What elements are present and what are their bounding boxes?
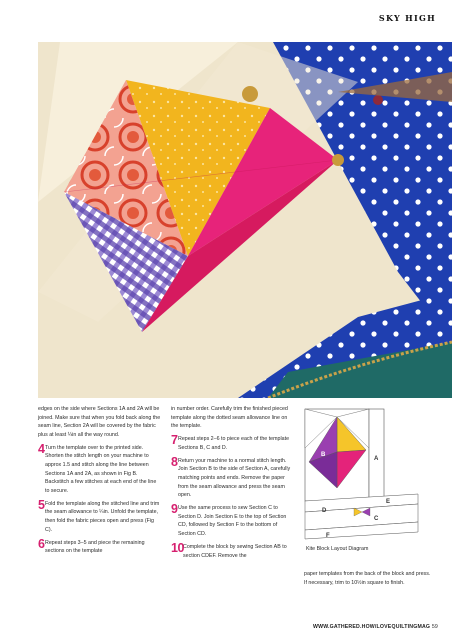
- step-text: Use the same process to sew Section C to Section D. Join Section E to the top of Section CD, followed by Section F to the bottom of Section CD.: [178, 505, 287, 538]
- step-text: Repeat steps 2–6 to piece each of the template Sections B, C and D.: [178, 436, 290, 451]
- diagram-caption: Kite Block Layout Diagram: [306, 546, 369, 552]
- step-5: [38, 497, 162, 534]
- diagram-label-e: E: [386, 499, 391, 505]
- step-number: 4: [38, 441, 45, 456]
- diagram-label-f: F: [326, 533, 330, 539]
- text-column-2: [171, 405, 293, 565]
- step-number: 6: [38, 536, 45, 551]
- paragraph: edges on the side where Sections 1A and 2A will be joined. Make sure that when you fold back along the seam line, Section 2A will be covered by the fabric plus at least ¼in all the way round.: [38, 406, 161, 438]
- step-text: Turn the template over to the printed side. Shorten the stitch length on your machine to approx 1.5 and stitch along the line between Sections 1A and 2A, as shown in Fig B. Backstitch a few stitches at each end of the line to secure.: [45, 444, 157, 494]
- paragraph: paper templates from the back of the block and press. If necessary, trim to 10½in square to finish.: [304, 571, 431, 586]
- diagram-label-d: D: [322, 508, 327, 514]
- step-4: [38, 441, 162, 495]
- step-8: [171, 454, 293, 500]
- step-number: 9: [171, 502, 178, 517]
- page-footer: [313, 624, 438, 630]
- website-url[interactable]: WWW.GATHERED.HOW/LOVEQUILTINGMAG: [313, 624, 431, 630]
- step-text: Fold the template along the stitched line and trim the seam allowance to ¼in. Unfold the template, then fold the fabric pieces open and press (Fig C).: [45, 500, 160, 533]
- step-10: [171, 543, 293, 560]
- paragraph: in number order. Carefully trim the finished pieced template along the dotted seam allowance line on the template.: [171, 406, 288, 430]
- step-number: 10: [171, 541, 185, 556]
- kite-block-photo: [38, 42, 452, 398]
- step-9: [171, 504, 293, 538]
- step-text: Complete the block by sewing Section AB to section CDEF. Remove the: [183, 544, 287, 559]
- page-number: 59: [431, 624, 438, 630]
- quilt-photo-illustration: [38, 42, 452, 398]
- step-number: 5: [38, 497, 45, 512]
- section-title: SKY HIGH: [378, 13, 436, 23]
- step-number: 7: [171, 433, 178, 448]
- diagram-label-b: B: [321, 452, 326, 458]
- step-6: [38, 536, 162, 556]
- text-column-1: [38, 405, 162, 560]
- step-text: Return your machine to a normal stitch length. Join Section B to the side of Section A, carefully matching points and ends. Remove the paper from the seam allowance and press the seam open.: [178, 457, 291, 499]
- step-7: [171, 435, 293, 452]
- step-number: 8: [171, 454, 178, 469]
- step-text: Repeat steps 3–5 and piece the remaining sections on the template: [45, 539, 145, 555]
- diagram-label-c: C: [374, 516, 379, 522]
- diagram-label-a: A: [374, 456, 379, 462]
- kite-block-layout-diagram: [304, 408, 422, 543]
